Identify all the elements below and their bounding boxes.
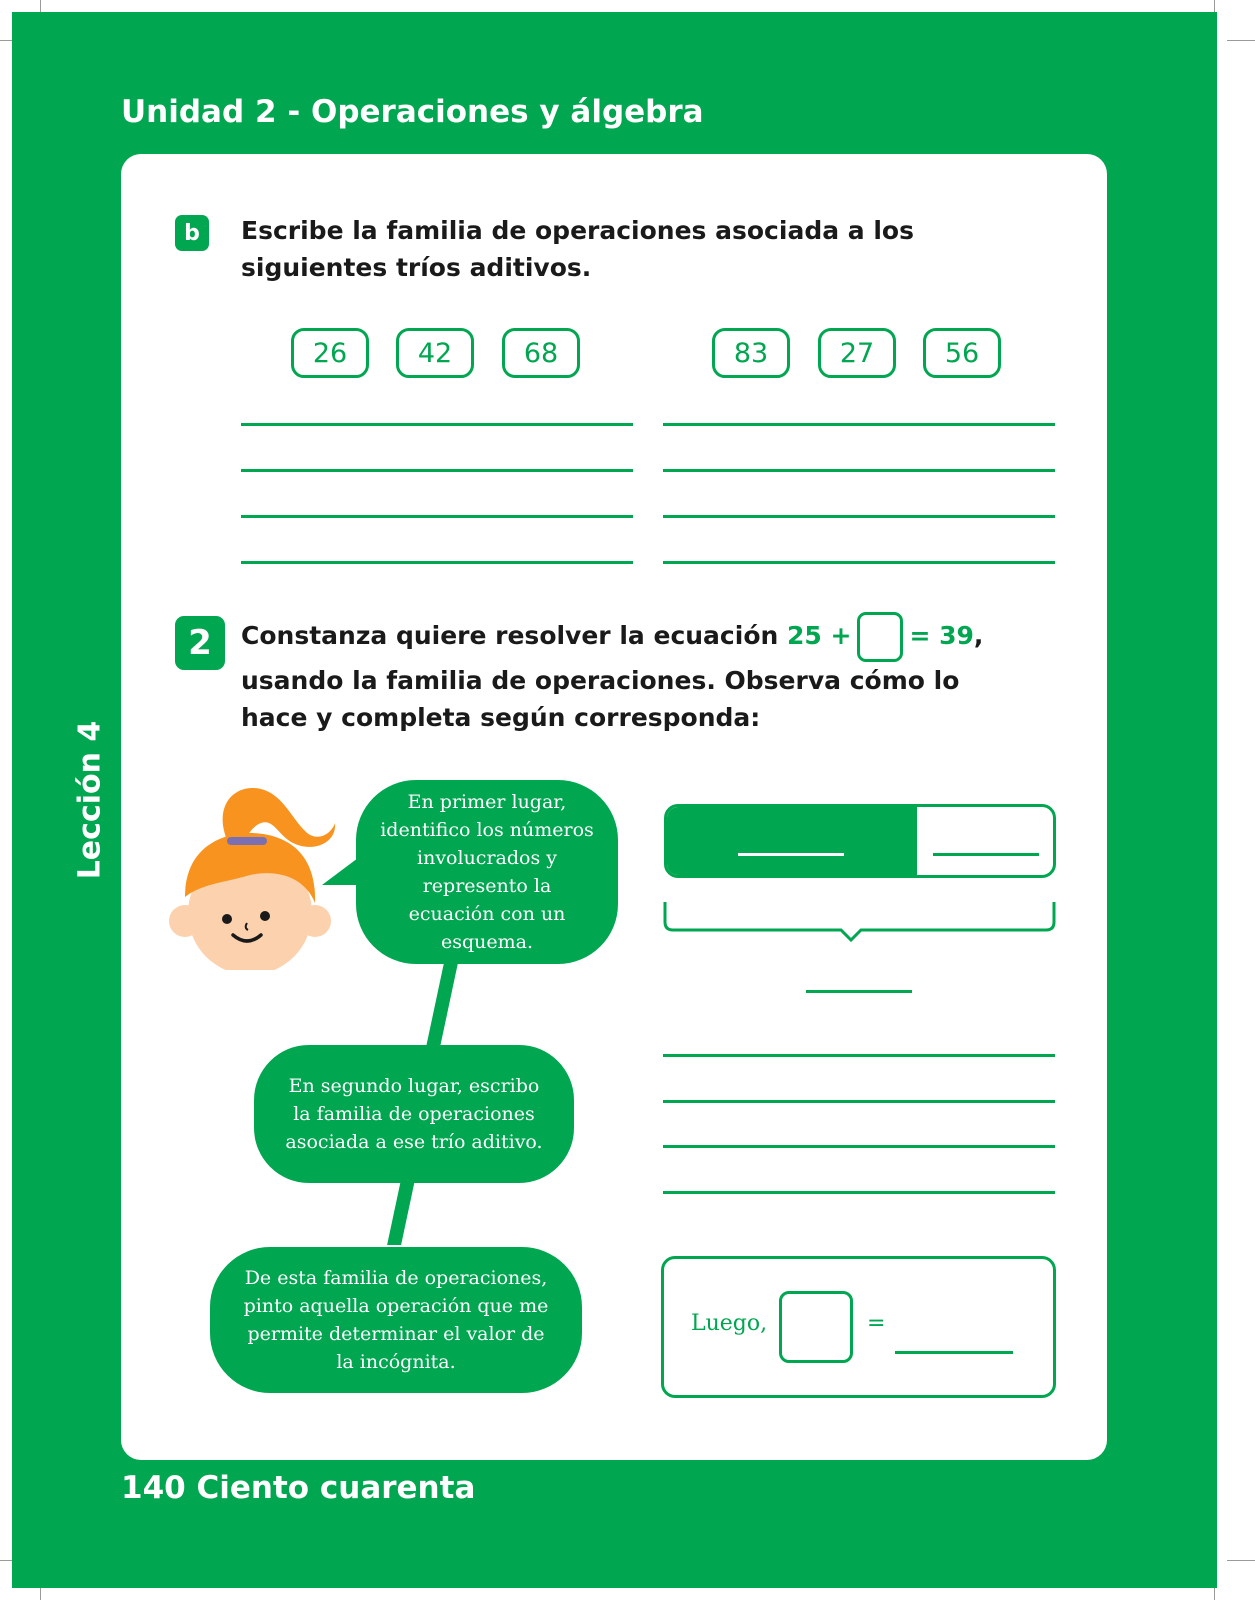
scheme-total-blank[interactable] [806, 990, 912, 993]
bar-scheme-filled-part [667, 807, 917, 875]
scheme-blank-left[interactable] [738, 853, 844, 856]
trio-left-number: 42 [396, 328, 474, 378]
unit-title: Unidad 2 - Operaciones y álgebra [121, 94, 704, 130]
family-answer-line[interactable] [663, 1100, 1055, 1103]
speech-bubble-2: En segundo lugar, escribo la familia de operaciones asociada a ese trío aditivo. [254, 1045, 574, 1183]
result-equals: = [867, 1311, 886, 1336]
exercise-2-instruction [241, 612, 1021, 736]
page-number: 140 Ciento cuarenta [121, 1470, 476, 1506]
instruction-text: , usando la familia de operaciones. Observa cómo lo hace y completa según corresponda: [241, 621, 984, 732]
answer-line-left[interactable] [241, 423, 633, 426]
family-answer-line[interactable] [663, 1191, 1055, 1194]
result-blank[interactable] [895, 1351, 1013, 1354]
girl-eye [260, 911, 270, 921]
answer-line-left[interactable] [241, 515, 633, 518]
trio-left-number: 68 [502, 328, 580, 378]
result-label: Luego, [691, 1311, 768, 1336]
girl-eye [222, 914, 232, 924]
family-answer-line[interactable] [663, 1145, 1055, 1148]
answer-line-right[interactable] [663, 469, 1055, 472]
answer-line-right[interactable] [663, 561, 1055, 564]
crop-mark [1227, 1560, 1255, 1561]
exercise-2-badge: 2 [175, 616, 225, 670]
unknown-box[interactable] [857, 612, 903, 662]
girl-hair-tie [227, 837, 267, 845]
answer-line-left[interactable] [241, 561, 633, 564]
lesson-label: Lección 4 [72, 720, 108, 880]
bar-scheme [664, 804, 1056, 878]
instruction-text: Constanza quiere resolver la ecuación [241, 621, 787, 650]
trio-right-number: 56 [923, 328, 1001, 378]
family-answer-line[interactable] [663, 1054, 1055, 1057]
scheme-brace [663, 902, 1056, 942]
crop-mark [1227, 40, 1255, 41]
result-unknown-box[interactable] [779, 1291, 853, 1363]
result-box [661, 1256, 1056, 1398]
equation-right: = 39 [909, 621, 974, 650]
equation-left: 25 + [787, 621, 852, 650]
speech-bubble-3: De esta familia de operaciones, pinto aquella operación que me permite determinar el valor de la incógnita. [210, 1247, 582, 1393]
trio-right-number: 27 [818, 328, 896, 378]
exercise-b-badge: b [175, 215, 209, 251]
girl-illustration [165, 785, 340, 970]
answer-line-right[interactable] [663, 423, 1055, 426]
trio-left-number: 26 [291, 328, 369, 378]
answer-line-right[interactable] [663, 515, 1055, 518]
trio-right-number: 83 [712, 328, 790, 378]
exercise-b-instruction: Escribe la familia de operaciones asociada a los siguientes tríos aditivos. [241, 216, 914, 282]
scheme-blank-right[interactable] [933, 853, 1039, 856]
answer-line-left[interactable] [241, 469, 633, 472]
speech-bubble-1: En primer lugar, identifico los números involucrados y represento la ecuación con un esquema. [356, 780, 618, 964]
